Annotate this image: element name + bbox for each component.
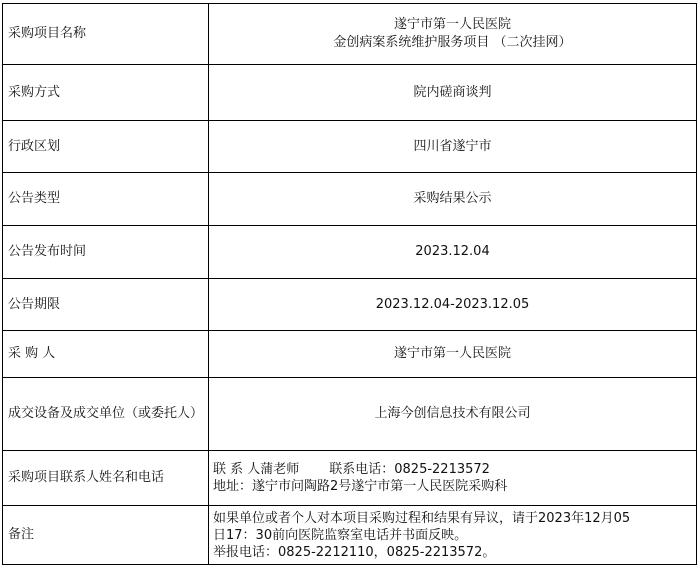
row-region	[3, 121, 697, 173]
winner-label: 成交设备及成交单位（或委托人）	[8, 406, 204, 421]
purchaser-value: 遂宁市第一人民医院	[209, 331, 697, 378]
remarks-line3: 举报电话：0825-2212110，0825-2213572。	[213, 544, 496, 560]
row-period	[3, 279, 697, 331]
contact-value	[209, 451, 697, 506]
row-winner	[3, 378, 697, 451]
project-name-label: 采购项目名称	[3, 4, 209, 65]
row-notice-type	[3, 173, 697, 226]
contact-phone: 联系电话：0825-2213572	[329, 462, 490, 477]
contact-person: 联 系 人蒲老师	[213, 462, 300, 477]
notice-table	[2, 3, 697, 565]
notice-type-label: 公告类型	[3, 173, 209, 226]
contact-address: 地址：遂宁市问陶路2号遂宁市第一人民医院采购科	[213, 479, 508, 494]
period-label: 公告期限	[3, 279, 209, 331]
row-method	[3, 65, 697, 121]
project-name-value	[209, 4, 697, 65]
remarks-value	[209, 506, 697, 565]
contact-line1	[213, 461, 696, 478]
purchaser-label: 采 购 人	[3, 331, 209, 378]
row-contact	[3, 451, 697, 506]
region-value: 四川省遂宁市	[209, 121, 697, 173]
project-name-line2: 金创病案系统维护服务项目 （二次挂网）	[333, 35, 572, 50]
publish-time-label: 公告发布时间	[3, 226, 209, 279]
winner-label-cell	[3, 378, 209, 451]
method-label: 采购方式	[3, 65, 209, 121]
method-value: 院内磋商谈判	[209, 65, 697, 121]
region-label: 行政区划	[3, 121, 209, 173]
winner-value: 上海今创信息技术有限公司	[209, 378, 697, 451]
publish-time-value: 2023.12.04	[209, 226, 697, 279]
row-remarks	[3, 506, 697, 565]
notice-type-value: 采购结果公示	[209, 173, 697, 226]
row-project-name	[3, 4, 697, 65]
remarks-line2: 日17：30前向医院监察室电话并书面反映。	[213, 527, 468, 543]
row-purchaser	[3, 331, 697, 378]
remarks-label: 备注	[3, 506, 209, 565]
remarks-line1: 如果单位或者个人对本项目采购过程和结果有异议，请于2023年12月05	[213, 510, 631, 526]
period-value: 2023.12.04-2023.12.05	[209, 279, 697, 331]
contact-label: 采购项目联系人姓名和电话	[3, 451, 209, 506]
project-name-line1: 遂宁市第一人民医院	[393, 17, 511, 32]
row-publish-time	[3, 226, 697, 279]
